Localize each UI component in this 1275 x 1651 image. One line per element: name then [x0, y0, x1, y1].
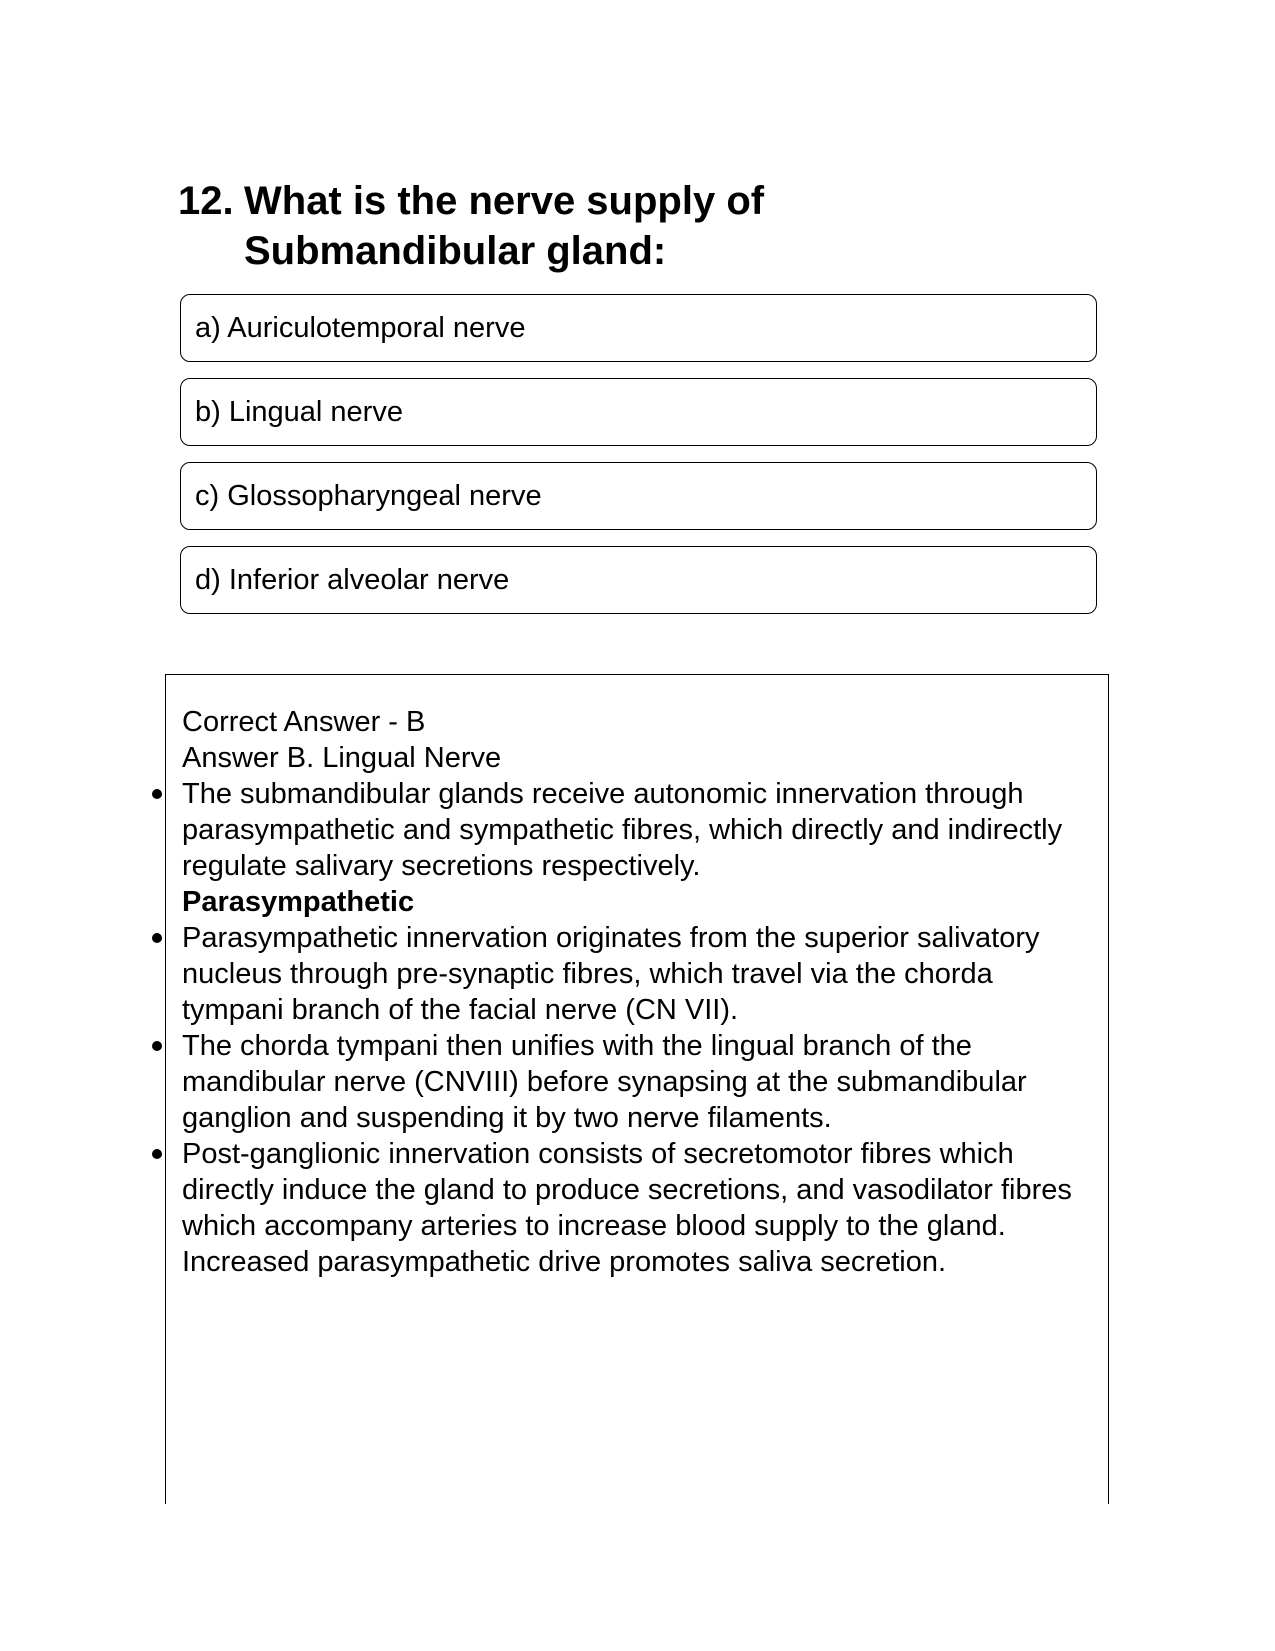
list-item — [182, 920, 1102, 1028]
bullet-icon — [152, 1149, 162, 1159]
bullet-text: Post-ganglionic innervation consists of secretomotor fibres which directly induce the gland to produce secretions, and vasodilator fibres which accompany arteries to increase blood supply to the gland. Increased parasympathetic drive promotes saliva secretion. — [182, 1138, 1072, 1278]
question-number: 12. — [178, 179, 234, 223]
answer-heading: Answer B. Lingual Nerve — [182, 742, 502, 774]
option-a-label: a) Auriculotemporal nerve — [195, 311, 526, 344]
bullet-icon — [152, 1041, 162, 1051]
correct-answer: Correct Answer - B — [182, 706, 426, 738]
bullet-icon — [152, 933, 162, 943]
answer-explanation — [182, 704, 1102, 1280]
option-c-label: c) Glossopharyngeal nerve — [195, 479, 542, 512]
option-b-label: b) Lingual nerve — [195, 395, 403, 428]
bullet-text: Parasympathetic innervation originates from the superior salivatory nucleus through pre-synaptic fibres, which travel via the chorda tympani branch of the facial nerve (CN VII). — [182, 922, 1040, 1026]
list-item — [182, 1028, 1102, 1136]
option-b[interactable] — [180, 378, 1097, 446]
section-subheading: Parasympathetic — [182, 886, 415, 918]
bullet-text: The submandibular glands receive autonomic innervation through parasympathetic and sympathetic fibres, which directly and indirectly regulate salivary secretions respectively. — [182, 778, 1063, 882]
list-item — [182, 776, 1102, 884]
answer-options — [180, 294, 1097, 630]
bullet-icon — [152, 789, 162, 799]
option-c[interactable] — [180, 462, 1097, 530]
question-heading — [178, 176, 878, 276]
option-d-label: d) Inferior alveolar nerve — [195, 563, 510, 596]
list-item — [182, 1136, 1102, 1280]
option-a[interactable] — [180, 294, 1097, 362]
option-d[interactable] — [180, 546, 1097, 614]
question-text: What is the nerve supply of Submandibular gland: — [244, 179, 765, 273]
bullet-text: The chorda tympani then unifies with the lingual branch of the mandibular nerve (CNVIII) before synapsing at the submandibular ganglion and suspending it by two nerve filaments. — [182, 1030, 1027, 1134]
